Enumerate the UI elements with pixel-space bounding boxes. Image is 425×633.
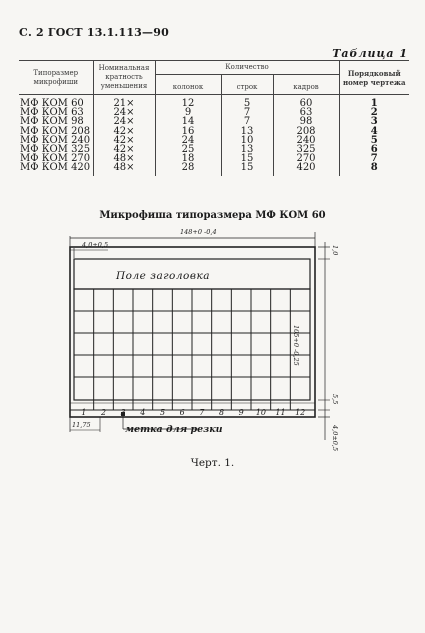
dim-left-margin: 4,0±0,5 [82, 241, 109, 249]
column-number: 10 [255, 408, 266, 417]
col-header-columns: колонок [155, 75, 221, 95]
dim-height: 105+0 -0,25 [292, 325, 300, 366]
column-number: 7 [199, 408, 205, 417]
col-header-seq: Порядковый номер чертежа [339, 61, 409, 95]
figure-title: Микрофиша типоразмера МФ КОМ 60 [99, 210, 326, 221]
cut-mark-label: метка для резки [125, 424, 223, 435]
column-number: 12 [295, 408, 306, 417]
table-row: МФ КОМ 98 24× 14 7 98 3 [19, 117, 409, 126]
dim-width: 148+0 -0,4 [180, 228, 217, 236]
table-row: МФ КОМ 60 21× 12 5 60 1 [19, 95, 409, 109]
dim-top-right: 1,0 [331, 245, 339, 256]
figure-caption: Черт. 1. [190, 457, 235, 469]
column-number: 8 [218, 408, 225, 417]
page-header: С. 2 ГОСТ 13.1.113—90 [19, 26, 169, 39]
dim-bottom-right: 4,0±0,5 [331, 425, 339, 452]
column-number: 3 [120, 408, 126, 417]
column-number: 11 [275, 408, 286, 417]
column-number: 1 [81, 408, 87, 417]
table-row: МФ КОМ 63 24× 9 7 63 2 [19, 108, 409, 117]
table-caption: Таблица 1 [332, 47, 408, 60]
table-row: МФ КОМ 325 42× 25 13 325 6 [19, 145, 409, 154]
header-field-label: Поле заголовка [116, 270, 210, 282]
column-number: 6 [179, 408, 185, 417]
column-number: 2 [100, 408, 107, 417]
dim-bottom-left: 11,75 [72, 421, 91, 429]
table-row: МФ КОМ 240 42× 24 10 240 5 [19, 136, 409, 145]
table-row: МФ КОМ 420 48× 28 15 420 8 [19, 163, 409, 175]
table-row: МФ КОМ 208 42× 16 13 208 4 [19, 127, 409, 136]
dim-mid-right: 5,5 [331, 394, 339, 405]
column-number: 5 [159, 408, 166, 417]
col-header-rows: строк [221, 75, 273, 95]
col-header-quantity: Количество [155, 61, 339, 75]
col-header-ratio: Номинальная кратность уменьшения [93, 61, 155, 95]
table-row: МФ КОМ 270 48× 18 15 270 7 [19, 154, 409, 163]
col-header-frames: кадров [273, 75, 339, 95]
column-number: 9 [238, 408, 244, 417]
column-number: 4 [140, 408, 146, 417]
col-header-type: Типоразмер микрофиши [19, 61, 93, 95]
